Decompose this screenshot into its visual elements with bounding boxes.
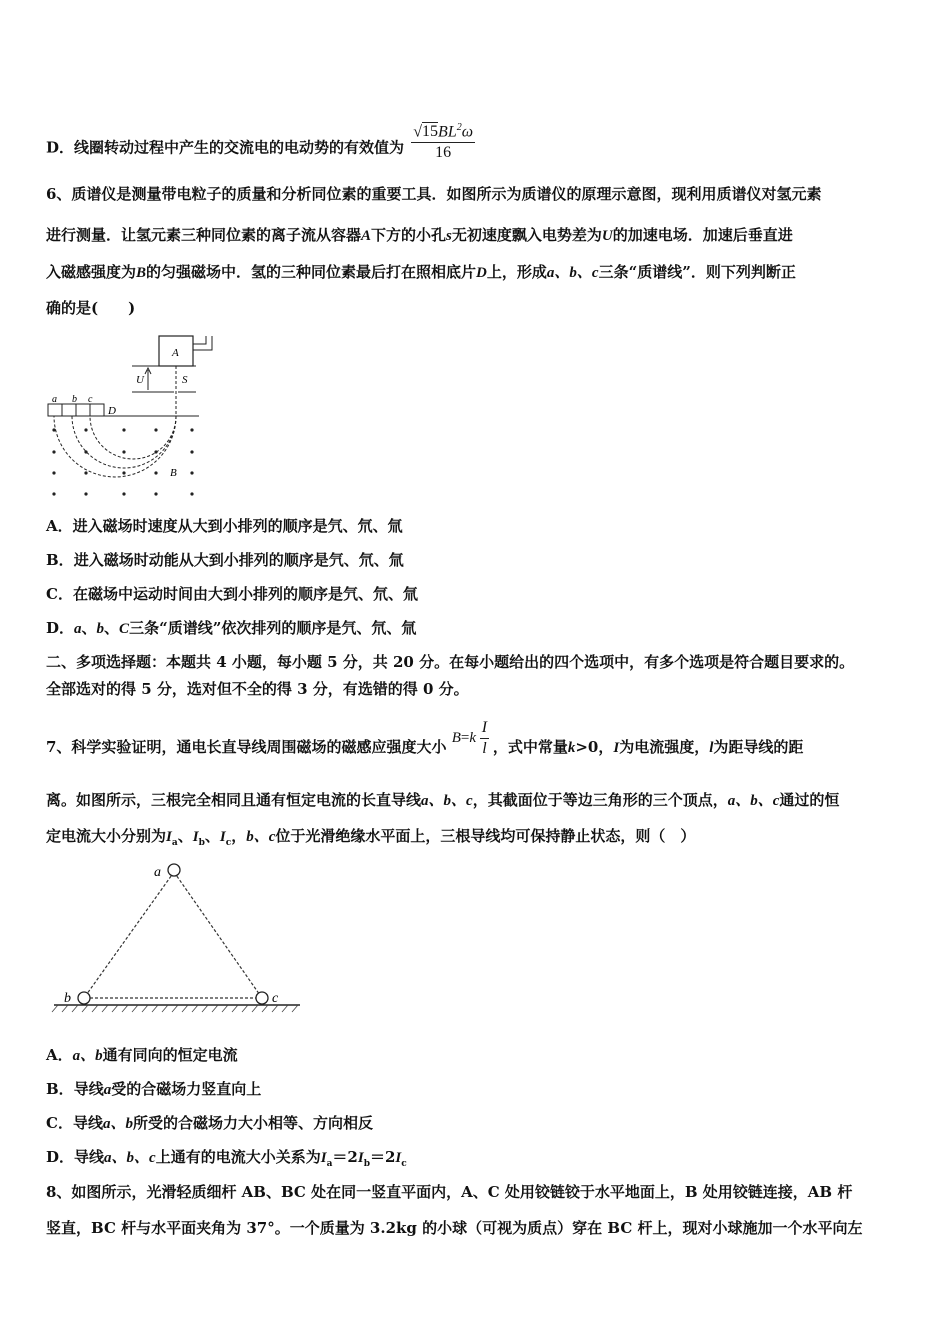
symbol-i: I bbox=[613, 739, 620, 756]
separator: 、 bbox=[204, 827, 220, 845]
q5-option-d bbox=[46, 122, 475, 171]
subscript: b bbox=[198, 838, 205, 848]
q6-option-d bbox=[46, 618, 416, 639]
q8-stem-line-2: 竖直，BC 杆与水平面夹角为 37°。一个质量为 3.2kg 的小球（可视为质点）穿在 BC 杆上，现对小球施加一个水平向左 bbox=[46, 1219, 863, 1237]
q6-stem-line-4: 确的是( ) bbox=[46, 299, 136, 317]
symbol-k: k bbox=[567, 739, 576, 756]
trajectory-a bbox=[54, 416, 176, 477]
option-text: 上通有的电流大小关系为 bbox=[155, 1148, 321, 1166]
text: 定电流大小分别为 bbox=[46, 827, 167, 845]
text: 下方的小孔 bbox=[371, 226, 447, 244]
label-a: A bbox=[172, 347, 179, 359]
symbol-a: a bbox=[103, 1082, 112, 1098]
label-c: c bbox=[272, 991, 279, 1006]
text: 导线 bbox=[73, 1080, 104, 1098]
q6-option-b bbox=[46, 550, 404, 570]
symbol-l: l bbox=[709, 739, 714, 756]
text: 导线 bbox=[74, 1148, 105, 1166]
text: 7、科学实验证明，通电长直导线周围磁场的磁感应强度大小 bbox=[46, 737, 447, 756]
label-b: b bbox=[64, 991, 71, 1006]
option-label: A． bbox=[46, 517, 73, 535]
equals: ＝2 bbox=[332, 1148, 358, 1166]
label-b-field: B bbox=[170, 467, 177, 479]
option-label: B． bbox=[46, 551, 74, 569]
symbols-abc: a、b、c bbox=[727, 793, 780, 809]
option-text: 进入磁场时动能从大到小排列的顺序是氕、氘、氚 bbox=[73, 551, 404, 569]
wire-b bbox=[78, 992, 90, 1004]
separator: 、 bbox=[104, 619, 120, 637]
text: 上，形成 bbox=[486, 263, 547, 281]
bl-symbol: BL bbox=[438, 123, 457, 141]
symbol-a: a bbox=[74, 621, 82, 637]
subscript: b bbox=[363, 1159, 370, 1169]
option-label: D． bbox=[46, 1148, 75, 1166]
label-s: S bbox=[182, 374, 188, 386]
formula-denominator: l bbox=[482, 740, 487, 757]
formula-b: B bbox=[451, 729, 461, 746]
option-label: C． bbox=[46, 1114, 73, 1132]
option-text: 线圈转动过程中产生的交流电的电动势的有效值为 bbox=[74, 138, 405, 157]
separator: 、 bbox=[81, 619, 97, 637]
magnetic-field-dots bbox=[52, 428, 193, 495]
option-text: 三条“质谱线”依次排列的顺序是氕、氘、氚 bbox=[129, 619, 417, 637]
subscript: a bbox=[326, 1159, 333, 1169]
text: 进行测量．让氢元素三种同位素的离子流从容器 bbox=[46, 226, 362, 244]
text: 入磁感强度为 bbox=[46, 263, 137, 281]
q7-option-d bbox=[46, 1147, 407, 1174]
b-formula bbox=[451, 719, 493, 757]
subscript: c bbox=[401, 1159, 407, 1169]
mass-spectrometer-figure bbox=[44, 330, 224, 502]
ground-hatching bbox=[52, 1005, 298, 1012]
text: ，其截面位于等边三角形的三个顶点， bbox=[472, 791, 728, 809]
trajectory-b bbox=[72, 416, 176, 468]
symbol-b: b bbox=[96, 621, 105, 637]
q7-stem-line-2 bbox=[46, 790, 839, 811]
text: 离。如图所示，三根完全相同且通有恒定电流的长直导线 bbox=[46, 791, 422, 809]
text: 三条“质谱线”．则下列判断正 bbox=[598, 263, 796, 281]
symbol-i: I bbox=[395, 1150, 402, 1166]
symbol-a: A bbox=[361, 228, 372, 244]
subscript: c bbox=[225, 838, 232, 848]
text: ， bbox=[231, 827, 247, 845]
option-label: B． bbox=[46, 1080, 74, 1098]
subscript: a bbox=[171, 838, 178, 848]
inlet-pipe bbox=[193, 336, 212, 350]
symbols-bc: b、c bbox=[246, 829, 276, 845]
formula-fraction bbox=[480, 718, 489, 759]
option-text: 进入磁场时速度从大到小排列的顺序是氕、氘、氚 bbox=[72, 517, 403, 535]
sqrt-value: 15 bbox=[422, 123, 439, 141]
text: 无初速度飘入电势差为 bbox=[451, 226, 602, 244]
wire-a bbox=[168, 864, 180, 876]
q6-stem-line-2 bbox=[46, 225, 793, 246]
fraction-denominator: 16 bbox=[435, 144, 452, 162]
q6-stem-line-3 bbox=[46, 262, 796, 283]
symbol-s: s bbox=[446, 228, 452, 244]
symbol-i: I bbox=[192, 829, 199, 845]
symbols-ab: a、b bbox=[102, 1116, 133, 1132]
triangle-side-ab bbox=[84, 872, 174, 998]
symbol-i: I bbox=[320, 1150, 327, 1166]
formula-eq: = bbox=[460, 729, 470, 746]
symbol-i: I bbox=[166, 829, 172, 845]
symbol-b: B bbox=[136, 265, 147, 281]
omega-symbol: ω bbox=[461, 123, 474, 141]
option-text: 在磁场中运动时间由大到小排列的顺序是氕、氘、氚 bbox=[72, 585, 418, 603]
symbol-d: D bbox=[476, 265, 487, 281]
text: 位于光滑绝缘水平面上，三根导线均可保持静止状态，则（ ） bbox=[275, 827, 696, 845]
q6-stem-line-1: 6、质谱仪是测量带电粒子的质量和分析同位素的重要工具．如图所示为质谱仪的原理示意图，现利用质谱仪对氢元素 bbox=[46, 185, 822, 203]
label-a: a bbox=[154, 865, 161, 880]
section-2-header-line-1: 二、多项选择题：本题共 4 小题，每小题 5 分，共 20 分。在每小题给出的四个选项中，有多个选项是符合题目要求的。 bbox=[46, 653, 855, 671]
fraction-numerator: $√15BL^2\omega$ bbox=[411, 118, 475, 143]
symbols-abc: a、b、c bbox=[546, 265, 599, 281]
exponent: 2 bbox=[456, 122, 462, 133]
wire-c bbox=[256, 992, 268, 1004]
option-label: A． bbox=[46, 1046, 73, 1064]
option-text: 所受的合磁场力大小相等、方向相反 bbox=[132, 1114, 373, 1132]
option-text: 受的合磁场力竖直向上 bbox=[111, 1080, 262, 1098]
symbol-u: U bbox=[601, 228, 613, 244]
symbols-abc: a、b、c bbox=[104, 1150, 156, 1166]
triangle-wires-figure bbox=[50, 858, 310, 1018]
equals: ＝2 bbox=[369, 1148, 396, 1166]
text: 的匀强磁场中．氢的三种同位素最后打在照相底片 bbox=[146, 263, 477, 281]
q6-option-a bbox=[46, 516, 403, 536]
label-u: U bbox=[136, 374, 144, 386]
q6-option-c bbox=[46, 584, 418, 604]
q7-stem-line-3 bbox=[46, 826, 695, 853]
text: >0， bbox=[575, 737, 614, 756]
q7-stem-line-1 bbox=[46, 719, 804, 769]
symbol-i: I bbox=[219, 829, 226, 845]
emf-fraction bbox=[411, 118, 475, 163]
text: 通过的恒 bbox=[779, 791, 840, 809]
section-2-header-line-2: 全部选对的得 5 分，选对但不全的得 3 分，有选错的得 0 分。 bbox=[46, 680, 469, 698]
label-a-line: a bbox=[52, 394, 57, 405]
separator: 、 bbox=[177, 827, 193, 845]
triangle-side-ac bbox=[174, 872, 262, 998]
label-d: D bbox=[108, 405, 116, 417]
option-label: D． bbox=[46, 619, 75, 637]
trajectory-c bbox=[90, 416, 176, 459]
symbols-abc: a、b、c bbox=[421, 793, 473, 809]
text: 为距导线的距 bbox=[713, 737, 804, 756]
text: 导线 bbox=[72, 1114, 103, 1132]
label-c-line: c bbox=[88, 394, 93, 405]
text: ，式中常量 bbox=[492, 737, 568, 756]
formula-k: k bbox=[469, 729, 476, 746]
option-label: D． bbox=[46, 138, 75, 157]
symbols-ab: a、b bbox=[72, 1048, 103, 1064]
formula-numerator: I bbox=[480, 718, 489, 739]
label-b-line: b bbox=[72, 394, 77, 405]
symbol-c: C bbox=[119, 621, 130, 637]
option-label: C． bbox=[46, 585, 73, 603]
q7-option-c bbox=[46, 1113, 373, 1134]
text: 的加速电场．加速后垂直进 bbox=[612, 226, 793, 244]
q7-option-a bbox=[46, 1045, 238, 1066]
symbol-i: I bbox=[357, 1150, 364, 1166]
text: 为电流强度， bbox=[619, 737, 710, 756]
option-text: 通有同向的恒定电流 bbox=[102, 1046, 238, 1064]
q8-stem-line-1: 8、如图所示，光滑轻质细杆 AB、BC 处在同一竖直平面内，A、C 处用铰链铰于水平地面上，B 处用铰链连接，AB 杆 bbox=[46, 1183, 853, 1201]
q7-option-b bbox=[46, 1079, 261, 1100]
